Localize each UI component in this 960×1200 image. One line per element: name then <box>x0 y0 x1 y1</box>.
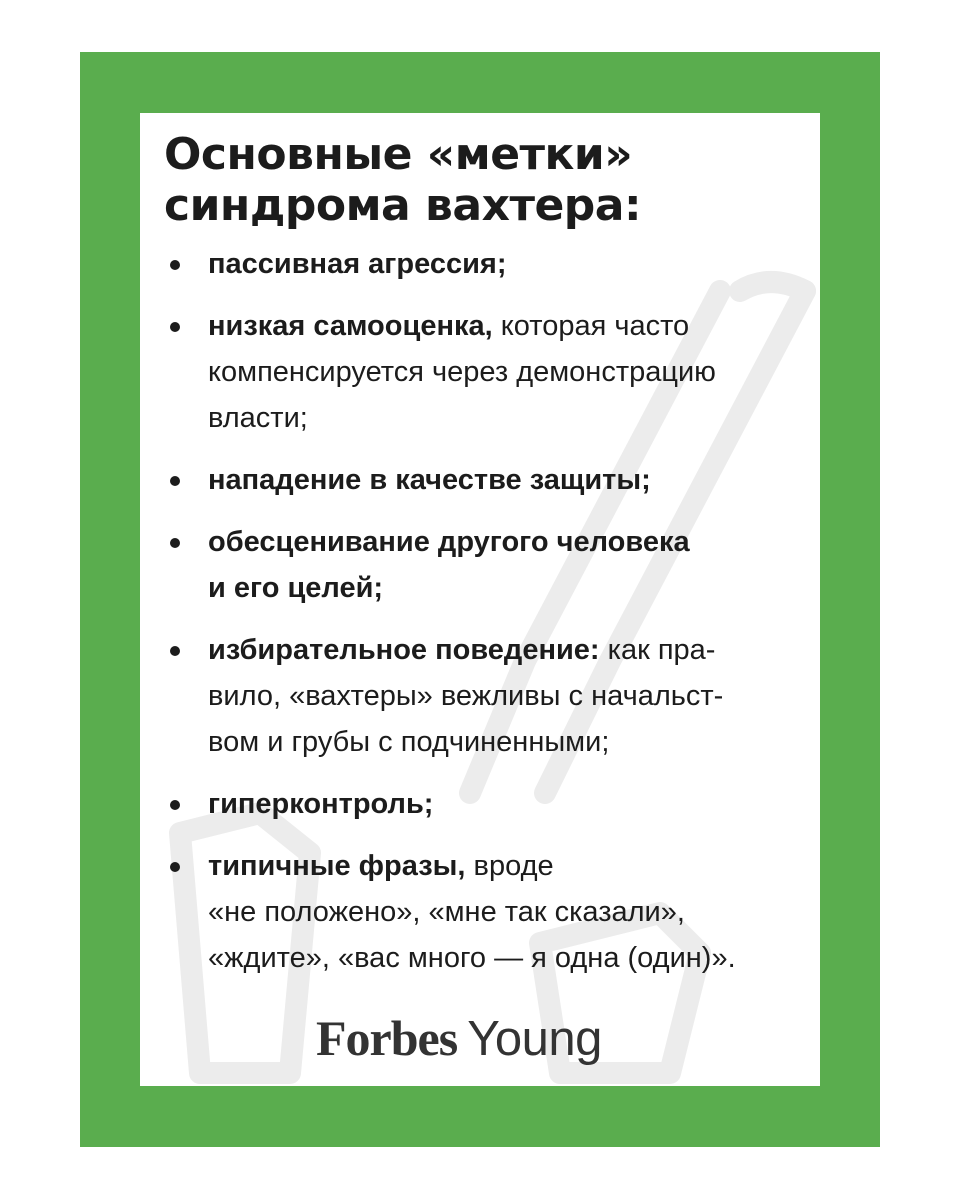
bullet-dot-icon <box>170 322 180 332</box>
bullet-dot-icon <box>170 862 180 872</box>
list-item <box>170 457 810 503</box>
list-item <box>170 627 810 765</box>
bullet-dot-icon <box>170 538 180 548</box>
title-line-2: синдрома вахтера: <box>164 180 642 231</box>
item-line <box>208 519 810 565</box>
item-bold-text: гиперконтроль; <box>208 788 434 820</box>
list-item <box>170 303 810 441</box>
marks-list <box>170 241 810 997</box>
item-text: вило, «вахтеры» вежливы с начальст- <box>208 680 724 712</box>
bullet-dot-icon <box>170 800 180 810</box>
item-line <box>208 719 810 765</box>
list-item <box>170 519 810 611</box>
list-item <box>170 781 810 827</box>
item-bold-text: типичные фразы, <box>208 850 466 882</box>
item-text: вом и грубы с подчиненными; <box>208 726 610 758</box>
item-line <box>208 457 810 503</box>
item-line <box>208 935 810 981</box>
item-text: компенсируется через демонстрацию <box>208 356 716 388</box>
item-line <box>208 565 810 611</box>
item-text: вроде <box>465 850 554 882</box>
item-text: «ждите», «вас много — я одна (один)». <box>208 942 736 974</box>
list-item <box>170 843 810 981</box>
item-text: «не положено», «мне так сказали», <box>208 896 685 928</box>
logo-sub: Young <box>467 1012 602 1066</box>
list-item <box>170 241 810 287</box>
item-bold-text: пассивная агрессия; <box>208 248 507 280</box>
item-line <box>208 395 810 441</box>
item-line <box>208 349 810 395</box>
item-text: власти; <box>208 402 308 434</box>
content-card <box>140 113 820 1086</box>
item-line <box>208 843 810 889</box>
item-bold-text: обесценивание другого человека <box>208 526 690 558</box>
item-bold-text: и его целей; <box>208 572 384 604</box>
page-title <box>164 129 804 231</box>
title-line-1: Основные «метки» <box>164 129 633 180</box>
item-bold-text: нападение в качестве защиты; <box>208 464 651 496</box>
item-line <box>208 303 810 349</box>
bullet-dot-icon <box>170 476 180 486</box>
item-text: как пра- <box>599 634 716 666</box>
forbes-young-logo <box>316 1009 602 1067</box>
item-bold-text: низкая самооценка, <box>208 310 493 342</box>
item-line <box>208 241 810 287</box>
bullet-dot-icon <box>170 260 180 270</box>
item-bold-text: избирательное поведение: <box>208 634 600 666</box>
item-text: которая часто <box>492 310 690 342</box>
item-line <box>208 673 810 719</box>
bullet-dot-icon <box>170 646 180 656</box>
item-line <box>208 627 810 673</box>
item-line <box>208 781 810 827</box>
logo-brand: Forbes <box>316 1010 458 1066</box>
item-line <box>208 889 810 935</box>
